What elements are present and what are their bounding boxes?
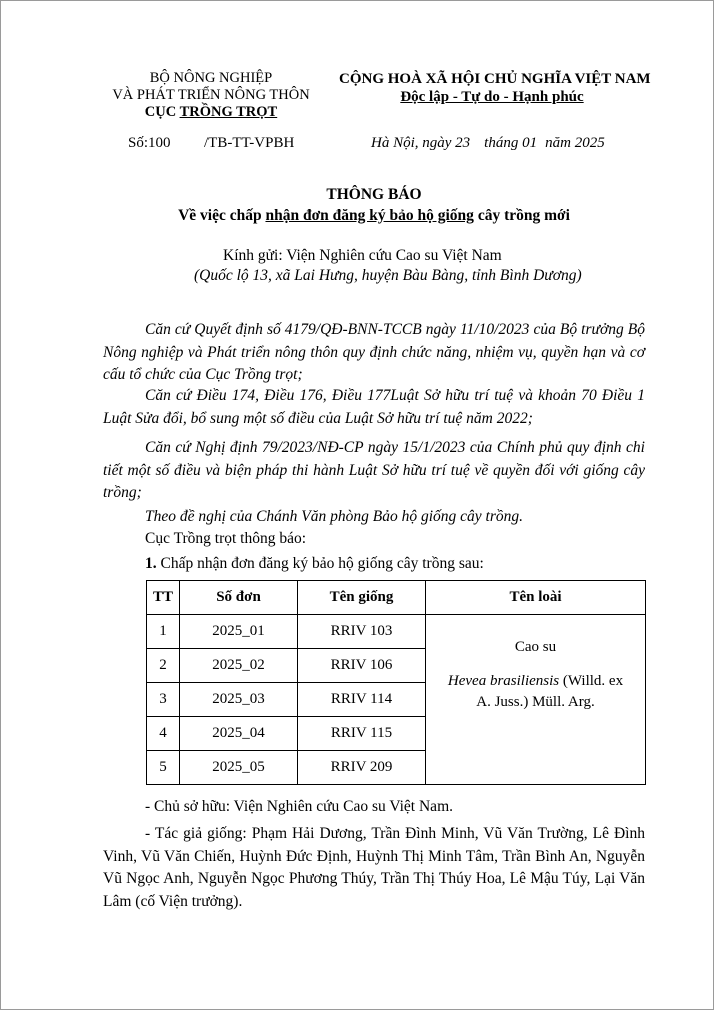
species-genus-epithet: Hevea brasiliensis (447, 672, 560, 689)
row-index: 5 (147, 751, 180, 785)
year-label: năm (545, 135, 575, 151)
variety-name: RRIV 115 (298, 717, 426, 751)
subject-suffix: cây trồng mới (473, 207, 570, 224)
number-value: 100 (148, 135, 171, 151)
subject-underlined: nhận đơn đăng ký bảo hộ giống (265, 207, 474, 224)
legal-basis-1: Căn cứ Quyết định số 4179/QĐ-BNN-TCCB ngày 11/10/2023 của Bộ trưởng Bộ Nông nghiệp và Phát triển nông thôn quy định chức năng, nhiệm vụ, quyền hạn và cơ cấu tổ chức của Cục Trồng trọt; (103, 321, 645, 383)
table-header-row (147, 581, 646, 615)
table-row (147, 615, 646, 649)
national-title: CỘNG HOÀ XÃ HỘI CHỦ NGHĨA VIỆT NAM (339, 71, 651, 87)
application-number: 2025_01 (180, 615, 298, 649)
species-common-name: Cao su (514, 638, 557, 655)
issuer-block (111, 70, 311, 121)
row-index: 3 (147, 683, 180, 717)
number-label: Số: (128, 135, 149, 151)
national-motto-block (339, 70, 651, 106)
variety-authors: - Tác giả giống: Phạm Hải Dương, Trần Đình Minh, Vũ Văn Trường, Lê Đình Vinh, Vũ Văn Chiến, Huỳnh Đức Định, Huỳnh Thị Minh Tâm, Trần Bình An, Nguyễn Vũ Ngọc Anh, Nguyễn Ngọc Phương Thúy, Trần Thị Thúy Hoa, Lê Mậu Túy, Lại Văn Lâm (cố Viện trưởng). (103, 825, 645, 910)
variety-name: RRIV 209 (298, 751, 426, 785)
notice-title: THÔNG BÁO (326, 186, 422, 203)
item-1-text: Chấp nhận đơn đăng ký bảo hộ giống cây trồng sau: (156, 555, 484, 572)
ministry-line-1: BỘ NÔNG NGHIỆP (149, 70, 273, 86)
variety-name: RRIV 103 (298, 615, 426, 649)
date-day: 23 (455, 135, 471, 151)
species-scientific-name (426, 671, 645, 692)
document-number (128, 135, 171, 152)
application-number: 2025_04 (180, 717, 298, 751)
legal-basis-2: Căn cứ Điều 174, Điều 176, Điều 177Luật Sở hữu trí tuệ và khoản 70 Điều 1 Luật Sửa đổi, bổ sung một số điều của Luật Sở hữu trí tuệ năm 2022; (103, 387, 645, 427)
notice-subject (103, 207, 645, 225)
department-prefix: CỤC (144, 104, 180, 120)
month-label: tháng (484, 135, 523, 151)
row-index: 4 (147, 717, 180, 751)
species-author-2: A. Juss.) Müll. Arg. (476, 693, 595, 710)
variety-name: RRIV 106 (298, 649, 426, 683)
document-code: /TB-TT-VPBH (204, 135, 295, 151)
species-author-1: (Willd. ex (559, 672, 624, 689)
row-index: 1 (147, 615, 180, 649)
column-header-tt: TT (147, 581, 180, 615)
national-motto: Độc lập - Tự do - Hạnh phúc (400, 89, 584, 105)
column-header-ten-loai: Tên loài (426, 581, 646, 615)
column-header-so-don: Số đơn (180, 581, 298, 615)
species-cell (426, 615, 646, 785)
application-number: 2025_03 (180, 683, 298, 717)
item-1-heading (145, 555, 484, 573)
row-index: 2 (147, 649, 180, 683)
registration-table (146, 580, 646, 785)
date-year: 2025 (574, 135, 605, 151)
recipient-address: (Quốc lộ 13, xã Lai Hưng, huyện Bàu Bàng, tỉnh Bình Dương) (194, 267, 582, 284)
department-underlined: TRỒNG TRỌT (179, 104, 278, 120)
item-1-number: 1. (145, 555, 157, 572)
date-place: Hà Nội, ngày (371, 135, 456, 151)
variety-owner: - Chủ sở hữu: Viện Nghiên cứu Cao su Việt Nam. (145, 798, 453, 815)
column-header-ten-giong: Tên giống (298, 581, 426, 615)
recipient: Kính gửi: Viện Nghiên cứu Cao su Việt Nam (223, 247, 502, 264)
application-number: 2025_02 (180, 649, 298, 683)
subject-prefix: Về việc chấp (178, 207, 266, 224)
ministry-line-2: VÀ PHÁT TRIỂN NÔNG THÔN (112, 87, 310, 103)
application-number: 2025_05 (180, 751, 298, 785)
legal-basis-3: Căn cứ Nghị định 79/2023/NĐ-CP ngày 15/1/2023 của Chính phủ quy định chi tiết một số điều và biện pháp thi hành Luật Sở hữu trí tuệ về quyền đối với giống cây trồng; (103, 439, 645, 501)
variety-name: RRIV 114 (298, 683, 426, 717)
department-name (111, 104, 311, 121)
issue-date (371, 135, 605, 152)
date-month: 01 (522, 135, 538, 151)
announcement-intro: Cục Trồng trọt thông báo: (145, 530, 307, 547)
legal-basis-4: Theo đề nghị của Chánh Văn phòng Bảo hộ giống cây trồng. (145, 508, 523, 525)
